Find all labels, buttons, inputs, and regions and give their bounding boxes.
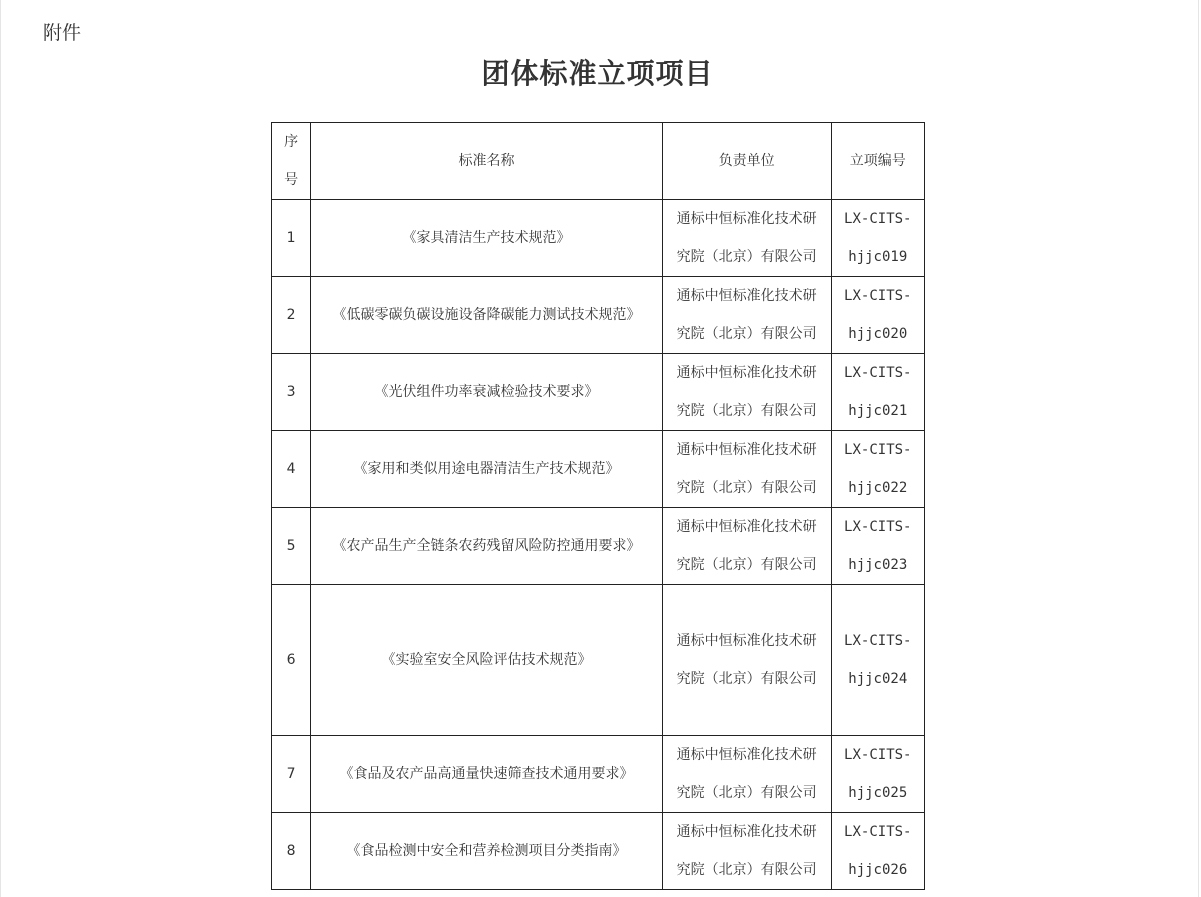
table-row [272, 200, 925, 277]
responsible-unit-line2: 究院（北京）有限公司 [676, 785, 817, 801]
project-code [831, 277, 924, 354]
project-code-line1: LX-CITS- [844, 211, 912, 227]
attachment-label: 附件 [43, 22, 82, 44]
table-row [272, 813, 925, 890]
project-code-line2: hjjc025 [848, 785, 908, 801]
project-code [831, 431, 924, 508]
responsible-unit [662, 354, 831, 431]
responsible-unit-line2: 究院（北京）有限公司 [676, 249, 817, 265]
responsible-unit [662, 200, 831, 277]
responsible-unit-line1: 通标中恒标准化技术研 [676, 365, 817, 381]
responsible-unit-line1: 通标中恒标准化技术研 [676, 747, 817, 763]
project-code [831, 585, 924, 736]
responsible-unit [662, 736, 831, 813]
project-code-line2: hjjc026 [848, 862, 908, 878]
project-code-line1: LX-CITS- [844, 288, 912, 304]
project-code [831, 736, 924, 813]
responsible-unit-line1: 通标中恒标准化技术研 [676, 211, 817, 227]
standard-name: 《实验室安全风险评估技术规范》 [311, 585, 663, 736]
header-serial-number-line1: 序 [284, 134, 299, 150]
responsible-unit [662, 508, 831, 585]
project-code-line2: hjjc023 [848, 557, 908, 573]
project-code-line2: hjjc022 [848, 480, 908, 496]
standard-name: 《家用和类似用途电器清洁生产技术规范》 [311, 431, 663, 508]
responsible-unit [662, 277, 831, 354]
table-row [272, 508, 925, 585]
header-standard-name: 标准名称 [311, 123, 663, 200]
standard-name: 《低碳零碳负碳设施设备降碳能力测试技术规范》 [311, 277, 663, 354]
table-row [272, 277, 925, 354]
row-number: 1 [272, 200, 311, 277]
row-number: 2 [272, 277, 311, 354]
standard-name: 《家具清洁生产技术规范》 [311, 200, 663, 277]
header-serial-number [272, 123, 311, 200]
responsible-unit-line1: 通标中恒标准化技术研 [676, 442, 817, 458]
project-code-line2: hjjc021 [848, 403, 908, 419]
project-code-line1: LX-CITS- [844, 442, 912, 458]
responsible-unit-line1: 通标中恒标准化技术研 [676, 519, 817, 535]
standard-name: 《食品及农产品高通量快速筛查技术通用要求》 [311, 736, 663, 813]
responsible-unit-line2: 究院（北京）有限公司 [676, 326, 817, 342]
row-number: 5 [272, 508, 311, 585]
responsible-unit [662, 585, 831, 736]
standard-name: 《食品检测中安全和营养检测项目分类指南》 [311, 813, 663, 890]
document-title: 团体标准立项项目 [481, 57, 714, 90]
standard-name: 《农产品生产全链条农药残留风险防控通用要求》 [311, 508, 663, 585]
project-code [831, 354, 924, 431]
standard-name: 《光伏组件功率衰减检验技术要求》 [311, 354, 663, 431]
responsible-unit-line2: 究院（北京）有限公司 [676, 480, 817, 496]
project-code-line1: LX-CITS- [844, 747, 912, 763]
row-number: 8 [272, 813, 311, 890]
project-code-line1: LX-CITS- [844, 633, 912, 649]
project-code-line1: LX-CITS- [844, 824, 912, 840]
responsible-unit-line2: 究院（北京）有限公司 [676, 557, 817, 573]
row-number: 6 [272, 585, 311, 736]
table-row [272, 585, 925, 736]
table-row [272, 354, 925, 431]
responsible-unit-line2: 究院（北京）有限公司 [676, 862, 817, 878]
row-number: 3 [272, 354, 311, 431]
responsible-unit-line1: 通标中恒标准化技术研 [676, 824, 817, 840]
responsible-unit-line1: 通标中恒标准化技术研 [676, 633, 817, 649]
project-code [831, 813, 924, 890]
header-project-code: 立项编号 [831, 123, 924, 200]
row-number: 7 [272, 736, 311, 813]
responsible-unit-line1: 通标中恒标准化技术研 [676, 288, 817, 304]
project-code-line2: hjjc020 [848, 326, 908, 342]
responsible-unit [662, 431, 831, 508]
project-code-line1: LX-CITS- [844, 365, 912, 381]
project-code-line2: hjjc024 [848, 671, 908, 687]
project-code-line1: LX-CITS- [844, 519, 912, 535]
header-serial-number-line2: 号 [284, 172, 299, 188]
table-row [272, 736, 925, 813]
header-responsible-unit: 负责单位 [662, 123, 831, 200]
table-row [272, 431, 925, 508]
standards-table [271, 122, 925, 890]
responsible-unit-line2: 究院（北京）有限公司 [676, 403, 817, 419]
project-code [831, 508, 924, 585]
row-number: 4 [272, 431, 311, 508]
responsible-unit-line2: 究院（北京）有限公司 [676, 671, 817, 687]
project-code-line2: hjjc019 [848, 249, 908, 265]
project-code [831, 200, 924, 277]
table-header-row [272, 123, 925, 200]
responsible-unit [662, 813, 831, 890]
